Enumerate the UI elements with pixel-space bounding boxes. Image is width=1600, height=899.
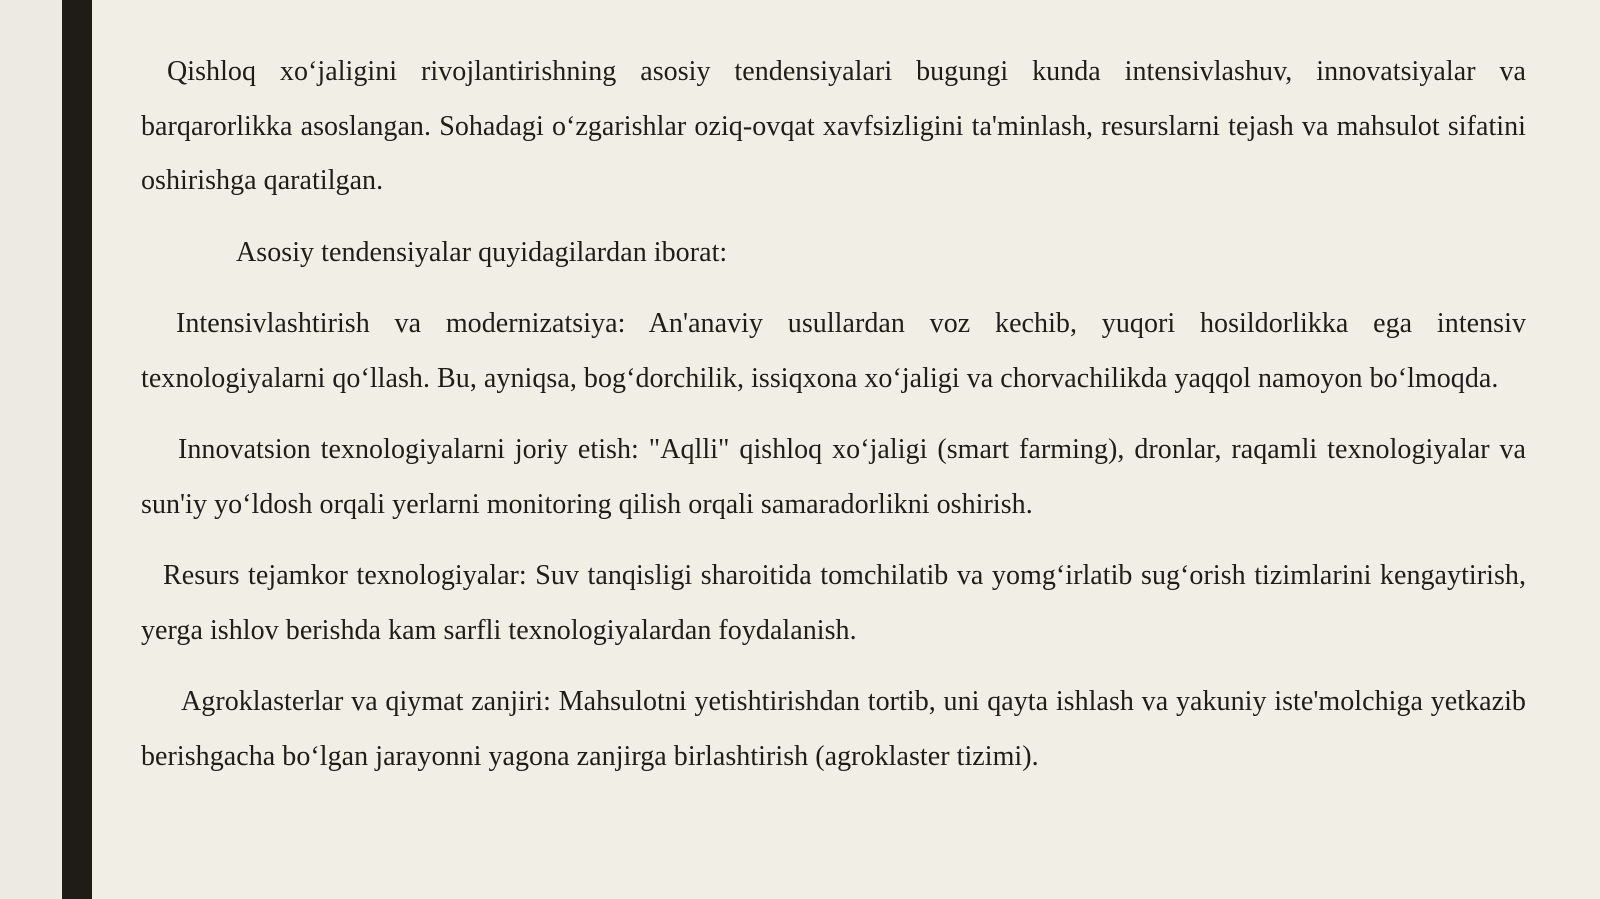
left-margin [0, 0, 62, 899]
paragraph-list-heading: Asosiy tendensiyalar quyidagilardan iborat: [236, 236, 728, 268]
slide-body [141, 45, 1526, 784]
accent-bar [62, 0, 92, 899]
paragraph-resource-saving: Resurs tejamkor texnologiyalar: Suv tanqisligi sharoitida tomchilatib va yomg‘irlatib sug‘orish tizimlarini kengaytirish, yerga ishlov berishda kam sarfli texnologiyalardan foydalanish. [141, 560, 1526, 646]
paragraph-innovation: Innovatsion texnologiyalarni joriy etish: "Aqlli" qishloq xo‘jaligi (smart farming), dronlar, raqamli texnologiyalar va sun'iy yo‘ldosh orqali yerlarni monitoring qilish orqali samaradorlikni oshirish. [141, 434, 1526, 520]
paragraph-agroclusters: Agroklasterlar va qiymat zanjiri: Mahsulotni yetishtirishdan tortib, uni qayta ishlash va yakuniy iste'molchiga yetkazib berishgacha bo‘lgan jarayonni yagona zanjirga birlashtirish (agroklaster tizimi). [141, 686, 1526, 772]
paragraph-intro: Qishloq xo‘jaligini rivojlantirishning asosiy tendensiyalari bugungi kunda intensivlashuv, innovatsiyalar va barqarorlikka asoslangan. Sohadagi o‘zgarishlar oziq-ovqat xavfsizligini ta'minlash, resurslarni tejash va mahsulot sifatini oshirishga qaratilgan. [141, 56, 1526, 196]
paragraph-intensification: Intensivlashtirish va modernizatsiya: An'anaviy usullardan voz kechib, yuqori hosildorlikka ega intensiv texnologiyalarni qo‘llash. Bu, ayniqsa, bog‘dorchilik, issiqxona xo‘jaligi va chorvachilikda yaqqol namoyon bo‘lmoqda. [141, 308, 1526, 394]
